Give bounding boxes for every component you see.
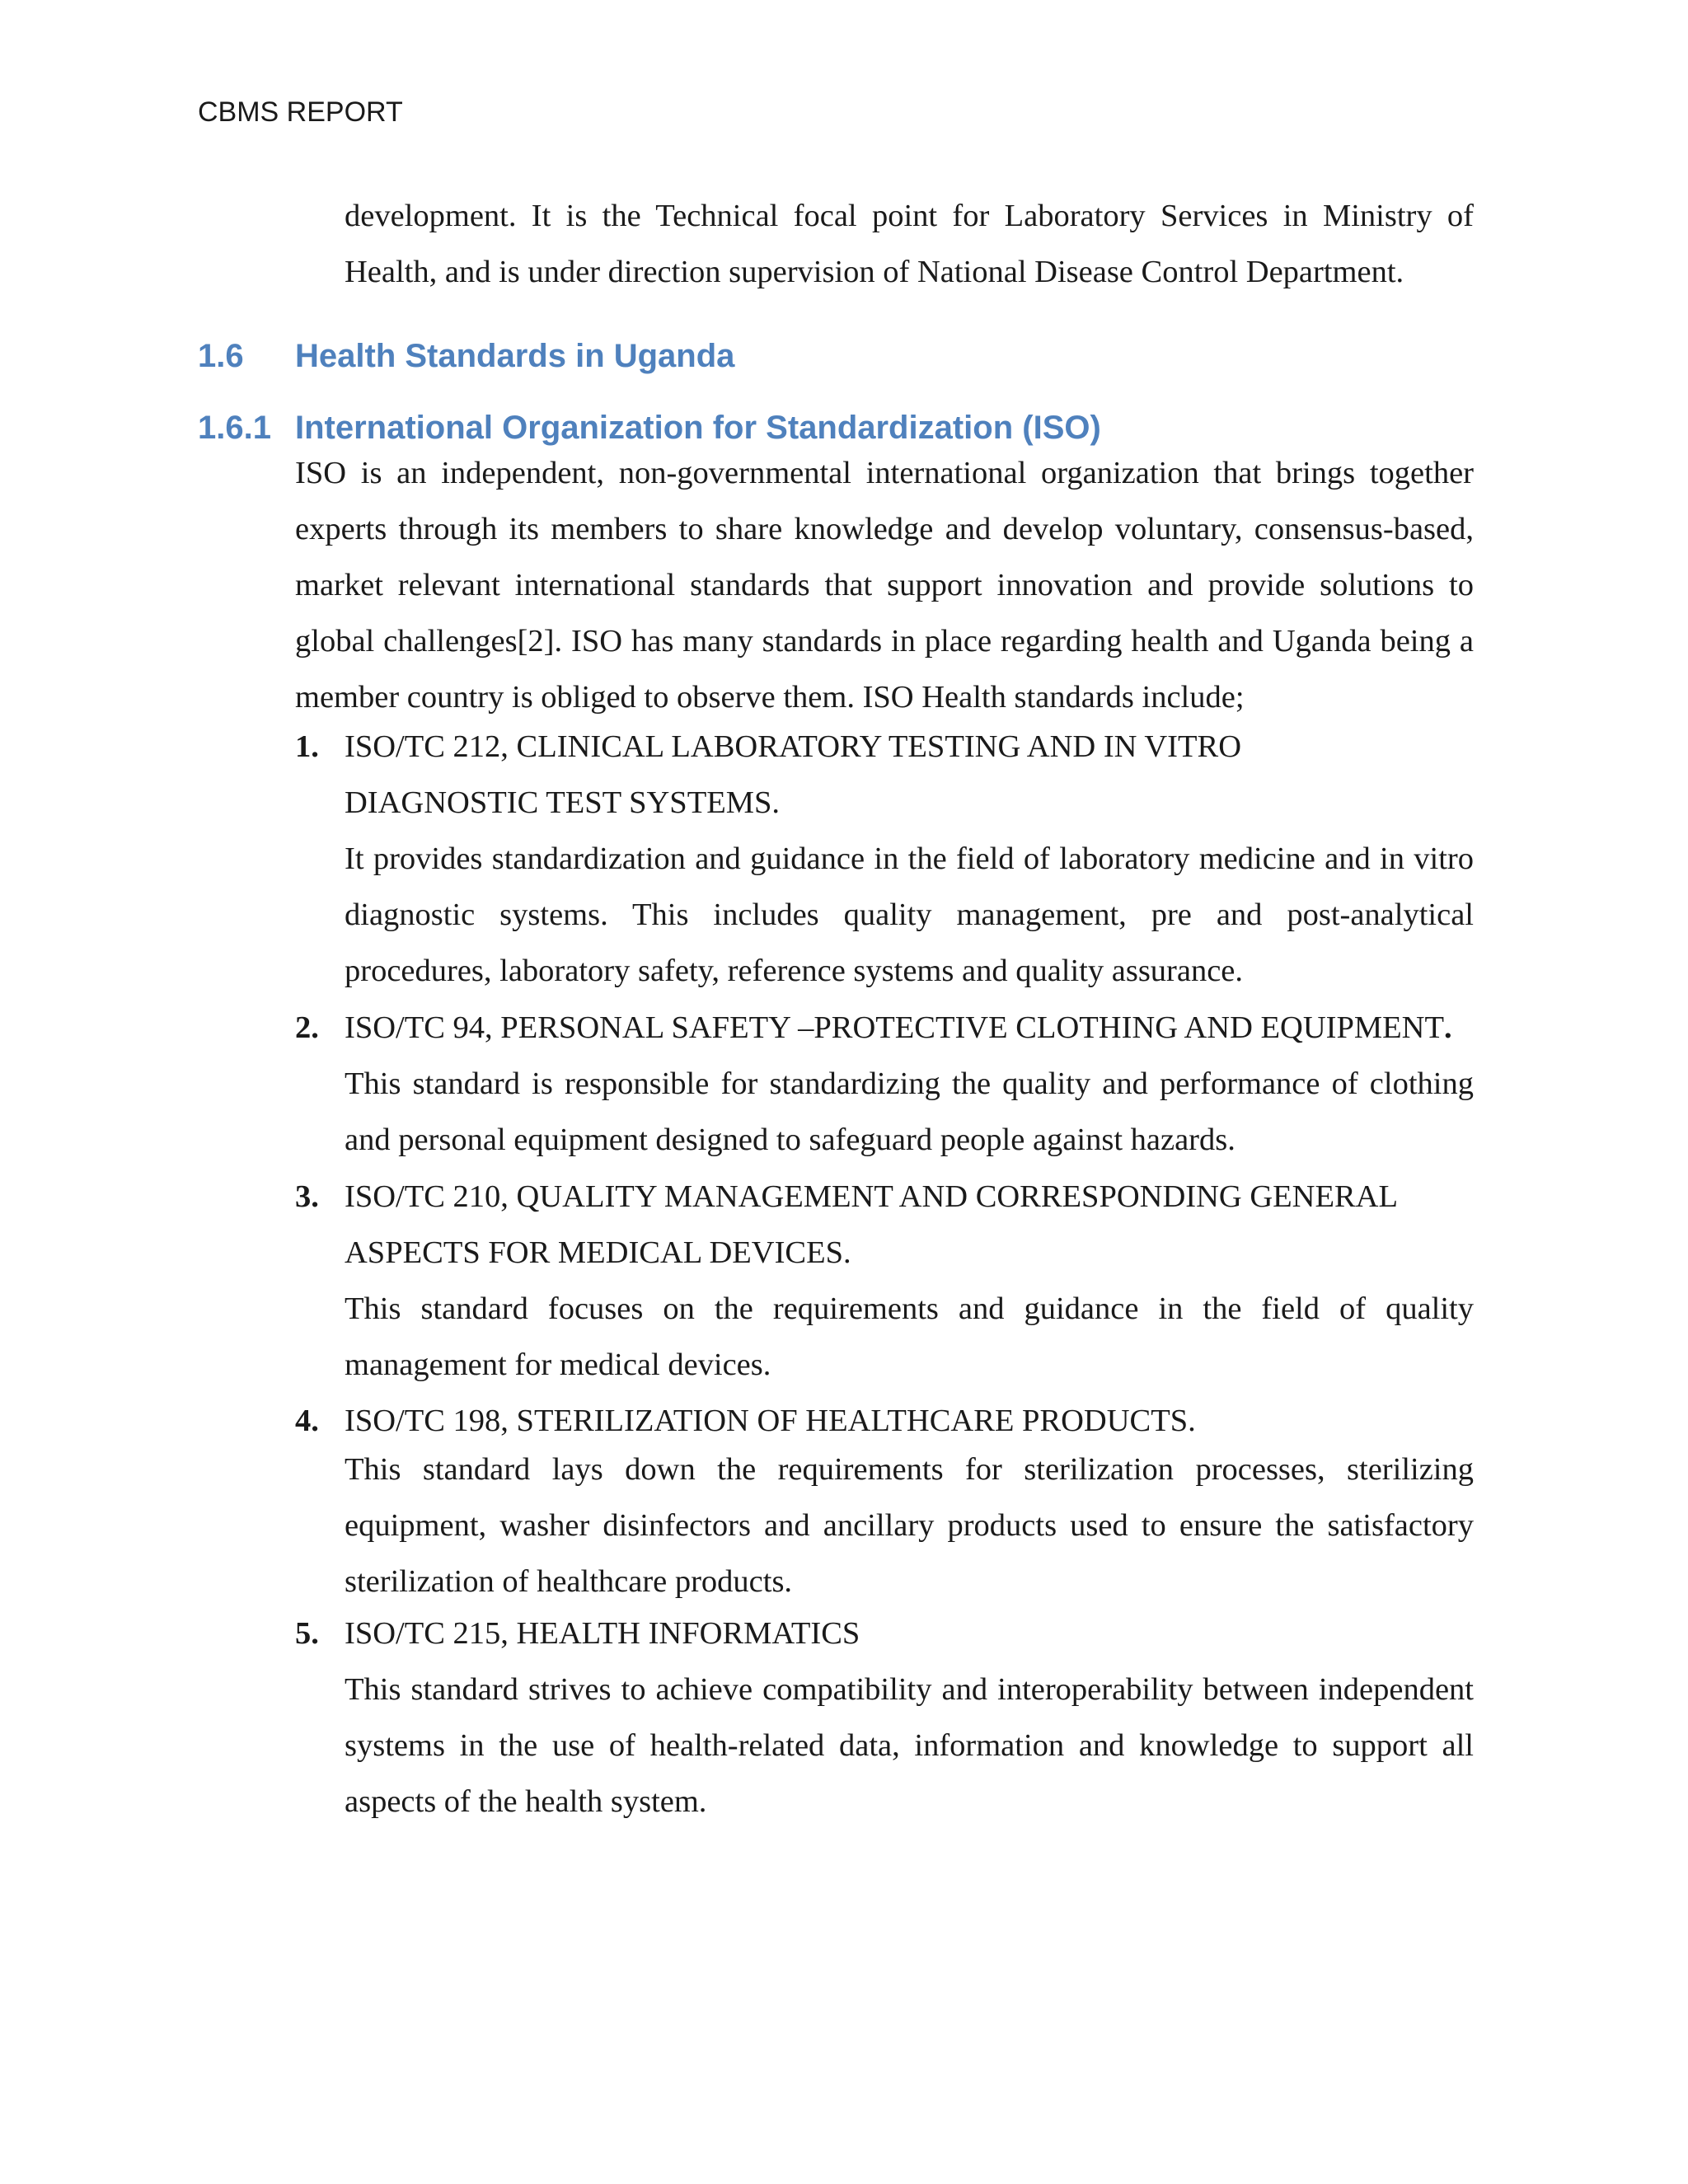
standard-description: This standard focuses on the requirements and guidance in the field of quality management for medical devices. bbox=[345, 1291, 1474, 1382]
standard-description: This standard is responsible for standardizing the quality and performance of clothing and personal equipment designed to safeguard people against hazards. bbox=[345, 1066, 1474, 1157]
standard-title-line-1: ISO/TC 212, CLINICAL LABORATORY TESTING AND IN VITRO bbox=[345, 729, 1242, 764]
standard-title-line-1: ISO/TC 198, STERILIZATION OF HEALTHCARE PRODUCTS. bbox=[345, 1404, 1196, 1438]
intro-paragraph: development. It is the Technical focal point for Laboratory Services in Ministry of Health, and is under direction supervision of National Disease Control Department. bbox=[345, 199, 1474, 289]
standard-title-line-2: ASPECTS FOR MEDICAL DEVICES. bbox=[345, 1235, 851, 1270]
section-heading-1-6-1 bbox=[198, 410, 1101, 447]
standards-list-item-1 bbox=[295, 719, 1474, 999]
running-header: CBMS REPORT bbox=[198, 96, 403, 128]
list-number: 1. bbox=[295, 729, 319, 764]
section-number: 1.6 bbox=[198, 338, 244, 374]
section-heading-1-6 bbox=[198, 338, 734, 375]
list-number: 4. bbox=[295, 1404, 319, 1438]
section-title: Health Standards in Uganda bbox=[295, 338, 735, 374]
iso-paragraph: ISO is an independent, non-governmental international organization that brings together experts through its members to share knowledge and develop voluntary, consensus-based, market relevant international standards that support innovation and provide solutions to global challenges[2]. ISO has many standards in place regarding health and Uganda being a member country is obliged to observe them. ISO Health standards include; bbox=[295, 456, 1474, 715]
standard-title-line-2: DIAGNOSTIC TEST SYSTEMS. bbox=[345, 785, 781, 820]
list-number: 5. bbox=[295, 1616, 319, 1651]
standard-description: This standard lays down the requirements for sterilization processes, sterilizing equipment, washer disinfectors and ancillary products used to ensure the satisfactory sterilization of healthcare products. bbox=[345, 1452, 1474, 1599]
standard-description: It provides standardization and guidance in the field of laboratory medicine and in vitro diagnostic systems. This includes quality management, pre and post-analytical procedures, laboratory safety, reference systems and quality assurance. bbox=[345, 841, 1474, 988]
standards-list-item-3 bbox=[295, 1169, 1474, 1393]
standards-list-item-5 bbox=[295, 1605, 1474, 1830]
standard-title-text: ISO/TC 94, PERSONAL SAFETY –PROTECTIVE CLOTHING AND EQUIPMENT bbox=[345, 1010, 1444, 1045]
standard-title-line-1: ISO/TC 210, QUALITY MANAGEMENT AND CORRESPONDING GENERAL bbox=[345, 1179, 1398, 1214]
subsection-title: International Organization for Standardization (ISO) bbox=[295, 410, 1101, 446]
list-number: 2. bbox=[295, 1010, 319, 1045]
standards-list-item-4 bbox=[295, 1393, 1474, 1610]
standards-list-item-2 bbox=[295, 1000, 1474, 1168]
subsection-number: 1.6.1 bbox=[198, 410, 271, 446]
standard-title-line-1 bbox=[345, 1000, 1474, 1056]
list-number: 3. bbox=[295, 1179, 319, 1214]
standard-title-line-1: ISO/TC 215, HEALTH INFORMATICS bbox=[345, 1616, 860, 1651]
standard-title-end: . bbox=[1443, 1010, 1452, 1045]
standard-description: This standard strives to achieve compatibility and interoperability between independent systems in the use of health-related data, information and knowledge to support all aspects of the health system. bbox=[345, 1672, 1474, 1819]
